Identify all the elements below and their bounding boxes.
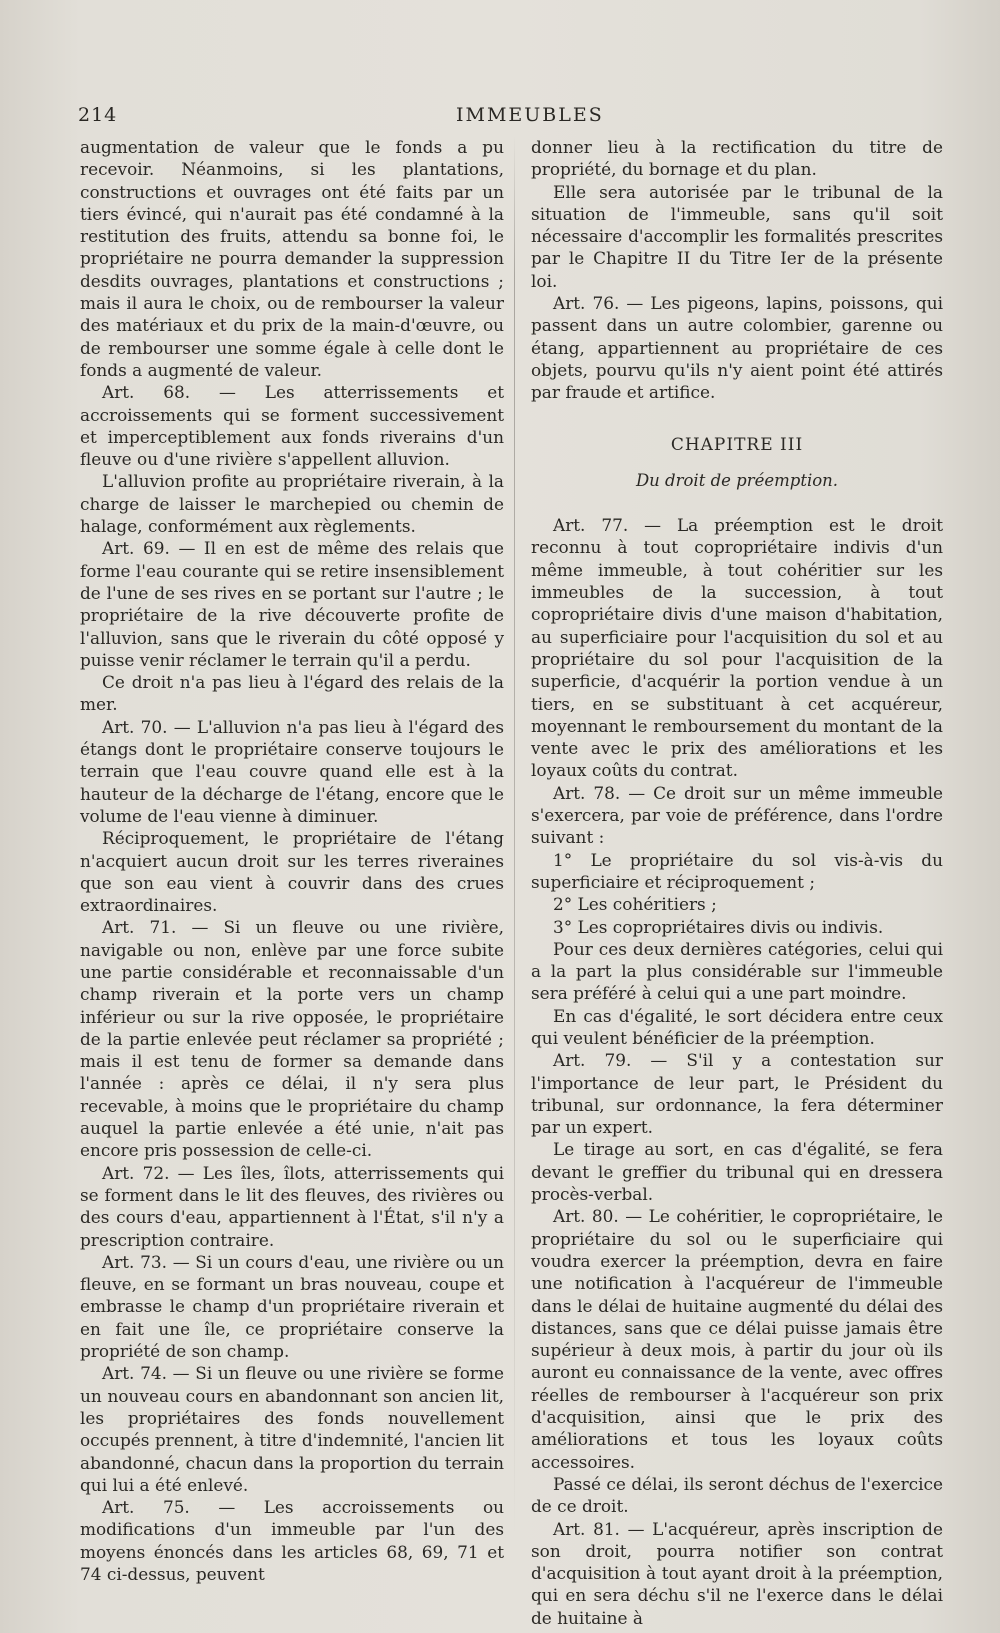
paragraph: Elle sera autorisée par le tribunal de la situation de l'immeuble, sans qu'il soit nécessaire d'accomplir les formalités prescrites par le Chapitre II du Titre Ier de la présente loi. [531,181,943,291]
paragraph: Art. 73. — Si un cours d'eau, une rivière ou un fleuve, en se formant un bras nouveau, coupe et embrasse le champ d'un propriétaire riverain et en fait une île, ce propriétaire conserve la propriété de son champ. [80,1251,504,1362]
paragraph: Art. 76. — Les pigeons, lapins, poissons, qui passent dans un autre colombier, garenne ou étang, appartiennent au propriétaire de ces objets, pourvu qu'ils n'y aient point été attirés par fraude et artifice. [531,293,943,403]
paragraph: Art. 80. — Le cohéritier, le copropriétaire, le propriétaire du sol ou le superficiaire qui voudra exercer la préemption, devra en faire une notification à l'acquéreur de l'immeuble dans le délai de huitaine augmenté du délai des distances, sans que ce délai puisse jamais être supérieur à deux mois, à partir du jour où ils auront eu connaissance de la vente, avec offres réelles de rembourser à l'acquéreur son prix d'acquisition, ainsi que le prix des améliorations et tous les loyaux coûts accessoires. [531,1206,943,1472]
paragraph: Art. 79. — S'il y a contestation sur l'importance de leur part, le Président du tribunal, sur ordonnance, la fera déterminer par un expert. [531,1050,943,1138]
chapter-title: CHAPITRE III [670,434,804,455]
paragraph: Art. 70. — L'alluvion n'a pas lieu à l'égard des étangs dont le propriétaire conserve toujours le terrain que l'eau couvre quand elle est à la hauteur de la décharge de l'étang, encore que le volume de l'eau vienne à diminuer. [80,716,504,826]
paragraph: Passé ce délai, ils seront déchus de l'exercice de ce droit. [531,1473,943,1517]
paragraph: Le tirage au sort, en cas d'égalité, se fera devant le greffier du tribunal qui en dressera procès-verbal. [531,1139,943,1205]
page-header [78,104,910,134]
paragraph: Réciproquement, le propriétaire de l'étang n'acquiert aucun droit sur les terres riveraines que son eau vient à couvrir dans des crues extraordinaires. [80,828,504,916]
left-column [80,136,504,1585]
right-column [531,136,943,1629]
paragraph: Art. 71. — Si un fleuve ou une rivière, navigable ou non, enlève par une force subite une partie considérable et reconnaissable d'un champ riverain et la porte vers un champ inférieur ou sur la rive opposée, le propriétaire de la partie enlevée peut réclamer sa propriété ; mais il est tenu de former sa demande dans l'année : après ce délai, il n'y sera plus recevable, à moins que le propriétaire du champ auquel la partie enlevée a été unie, n'ait pas encore pris possession de celle-ci. [80,917,504,1161]
paragraph: Ce droit n'a pas lieu à l'égard des relais de la mer. [80,672,504,715]
paragraph: donner lieu à la rectification du titre de propriété, du bornage et du plan. [531,137,943,180]
chapter-subtitle: Du droit de préemption. [635,470,839,490]
paragraph: L'alluvion profite au propriétaire riverain, à la charge de laisser le marchepied ou chemin de halage, conformément aux règlements. [80,471,504,537]
paragraph: Art. 69. — Il en est de même des relais que forme l'eau courante qui se retire insensiblement de l'une de ses rives en se portant sur l'autre ; le propriétaire de la rive découverte profite de l'alluvion, sans que le riverain du côté opposé y puisse venir réclamer le terrain qu'il a perdu. [80,538,504,670]
list-item: 2° Les cohéritiers ; [553,894,717,915]
list-item: 1° Le propriétaire du sol vis-à-vis du superficiaire et réciproquement ; [531,849,943,892]
column-divider [514,136,515,1536]
page-number: 214 [78,104,118,126]
paragraph: augmentation de valeur que le fonds a pu recevoir. Néanmoins, si les plantations, constructions et ouvrages ont été faits par un tiers évincé, qui n'aurait pas été condamné à la restitution des fruits, attendu sa bonne foi, le propriétaire ne pourra demander la suppression desdits ouvrages, plantations et constructions ; mais il aura le choix, ou de rembourser la valeur des matériaux et du prix de la main-d'œuvre, ou de rembourser une somme égale à celle dont le fonds a augmenté de valeur. [80,137,504,380]
paragraph: En cas d'égalité, le sort décidera entre ceux qui veulent bénéficier de la préemption. [531,1005,943,1048]
paragraph: Art. 75. — Les accroissements ou modifications d'un immeuble par l'un des moyens énoncés dans les articles 68, 69, 71 et 74 ci-dessus, peuvent [80,1497,504,1584]
paragraph: Art. 74. — Si un fleuve ou une rivière se forme un nouveau cours en abandonnant son ancien lit, les propriétaires des fonds nouvellement occupés prennent, à titre d'indemnité, l'ancien lit abandonné, chacun dans la proportion du terrain qui lui a été enlevé. [80,1363,504,1495]
paragraph: Art. 77. — La préemption est le droit reconnu à tout copropriétaire indivis d'un même immeuble, à tout cohéritier sur les immeubles de la succession, à tout copropriétaire divis d'une maison d'habitation, au superficiaire pour l'acquisition du sol et au propriétaire du sol pour l'acquisition de la superficie, d'acquérir la portion vendue à un tiers, en se substituant à cet acquéreur, moyennant le remboursement du montant de la vente avec le prix des améliorations et les loyaux coûts du contrat. [531,515,943,781]
paragraph: Art. 78. — Ce droit sur un même immeuble s'exercera, par voie de préférence, dans l'ordre suivant : [531,782,943,848]
paragraph: Art. 81. — L'acquéreur, après inscription de son droit, pourra notifier son contrat d'acquisition à tout ayant droit à la préemption, qui en sera déchu s'il ne l'exerce dans le délai de huitaine à [531,1518,943,1628]
paragraph: Pour ces deux dernières catégories, celui qui a la part la plus considérable sur l'immeuble sera préféré à celui qui a une part moindre. [531,938,943,1004]
paragraph: Art. 68. — Les atterrissements et accroissements qui se forment successivement et imperceptiblement aux fonds riverains d'un fleuve ou d'une rivière s'appellent alluvion. [80,382,504,470]
paragraph: Art. 72. — Les îles, îlots, atterrissements qui se forment dans le lit des fleuves, des rivières ou des cours d'eau, appartiennent à l'État, s'il n'y a prescription contraire. [80,1162,504,1250]
list-item: 3° Les copropriétaires divis ou indivis. [553,916,884,937]
running-title: IMMEUBLES [456,104,604,126]
